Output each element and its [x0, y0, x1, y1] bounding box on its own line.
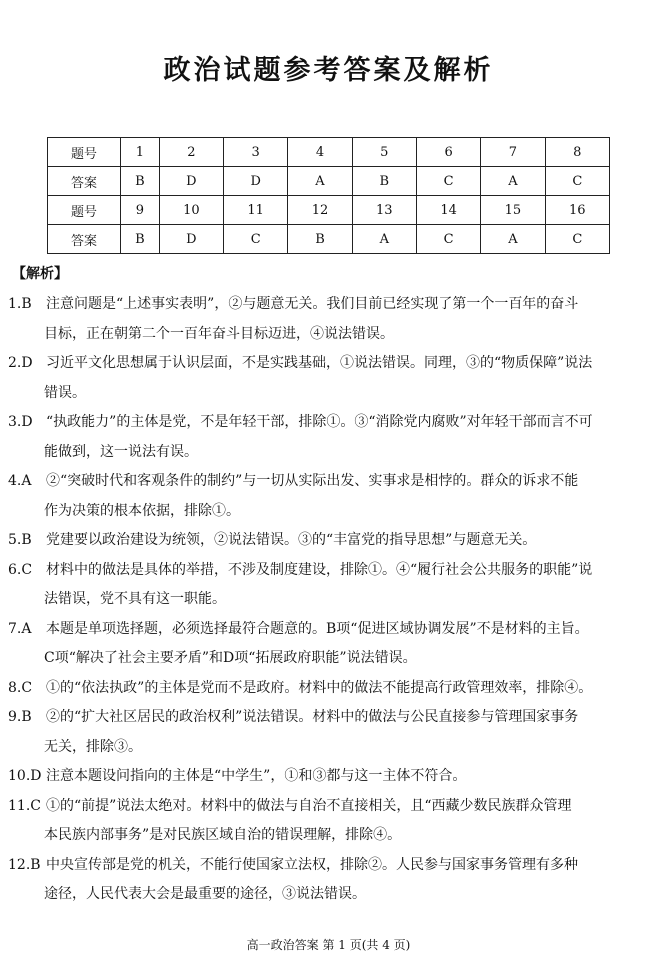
answer-table-row — [48, 167, 610, 196]
explanation-item — [8, 556, 644, 615]
answer-table-cell: B — [352, 167, 416, 196]
item-text-line1: 党建要以政治建设为统领，②说法错误。③的“丰富党的指导思想”与题意无关。 — [46, 532, 537, 548]
item-text-line2: 目标，正在朝第二个一百年奋斗目标迈进，④说法错误。 — [44, 325, 394, 342]
answer-table-cell: B — [121, 167, 160, 196]
answer-table-cell: 3 — [224, 138, 288, 167]
answer-table-cell: 15 — [481, 196, 545, 225]
answer-table-cell: 12 — [288, 196, 352, 225]
answer-table-cell: 8 — [545, 138, 609, 167]
item-text-line1: ②的“扩大社区居民的政治权利”说法错误。材料中的做法与公民直接参与管理国家事务 — [46, 709, 579, 725]
item-number: 5.B — [8, 532, 32, 548]
answer-table — [47, 137, 610, 254]
explanation-item — [8, 349, 644, 408]
item-number: 3.D — [8, 414, 33, 430]
item-text-line2: 错误。 — [44, 384, 86, 401]
explanation-item — [8, 851, 644, 910]
item-text-line1: ①的“前提”说法太绝对。材料中的做法与自治不直接相关，且“西藏少数民族群众管理 — [46, 797, 572, 814]
item-text-line2: 本民族内部事务”是对民族区域自治的错误理解，排除④。 — [44, 827, 402, 843]
explanation-list — [8, 290, 644, 910]
item-number: 8.C — [8, 679, 33, 696]
answer-table-row — [48, 138, 610, 167]
answer-table-header-cell: 题号 — [48, 138, 121, 167]
item-text-line2: 途径，人民代表大会是最重要的途径，③说法错误。 — [44, 886, 366, 902]
item-text-line1: 本题是单项选择题，必须选择最符合题意的。B项“促进区域协调发展”不是材料的主旨。 — [46, 620, 589, 637]
answer-table-cell: C — [416, 225, 480, 254]
item-text-line2: 作为决策的根本依据，排除①。 — [44, 502, 240, 519]
answer-table-cell: 11 — [224, 196, 288, 225]
answer-table-cell: C — [416, 167, 480, 196]
explanation-item — [8, 615, 644, 674]
answer-table-cell: A — [352, 225, 416, 254]
answer-table-cell: A — [481, 225, 545, 254]
answer-table-cell: D — [159, 225, 223, 254]
explanation-item — [8, 467, 644, 526]
item-number: 11.C — [8, 797, 41, 814]
item-number: 4.A — [8, 473, 32, 489]
item-text-line1: 习近平文化思想属于认识层面，不是实践基础，①说法错误。同理，③的“物质保障”说法 — [46, 355, 593, 371]
section-label: 【解析】 — [12, 266, 68, 282]
item-text-line1: 材料中的做法是具体的举措，不涉及制度建设，排除①。④“履行社会公共服务的职能”说 — [46, 561, 593, 578]
item-text-line1: 注意问题是“上述事实表明”，②与题意无关。我们目前已经实现了第一个一百年的奋斗 — [46, 296, 579, 312]
answer-table-cell: C — [545, 167, 609, 196]
answer-table-cell: C — [545, 225, 609, 254]
answer-table-cell: 10 — [159, 196, 223, 225]
explanation-item — [8, 526, 644, 556]
explanation-item — [8, 408, 644, 467]
item-text-line2: 法错误，党不具有这一职能。 — [44, 591, 226, 607]
item-number: 10.D — [8, 768, 42, 784]
item-number: 12.B — [8, 856, 41, 873]
answer-table-cell: 4 — [288, 138, 352, 167]
answer-table-cell: D — [159, 167, 223, 196]
answer-table-cell: D — [224, 167, 288, 196]
answer-table-cell: B — [121, 225, 160, 254]
answer-table-cell: C — [224, 225, 288, 254]
answer-table-cell: 14 — [416, 196, 480, 225]
explanation-item — [8, 290, 644, 349]
answer-table-cell: 7 — [481, 138, 545, 167]
explanation-item — [8, 674, 644, 704]
page-footer: 高一政治答案 第 1 页(共 4 页) — [246, 938, 411, 952]
item-text-line1: 注意本题设问指向的主体是“中学生”，①和③都与这一主体不符合。 — [46, 768, 467, 784]
item-text-line1: “执政能力”的主体是党，不是年轻干部，排除①。③“消除党内腐败”对年轻干部而言不可 — [46, 414, 593, 430]
item-text-line1: 中央宣传部是党的机关，不能行使国家立法权，排除②。人民参与国家事务管理有多种 — [46, 856, 578, 873]
item-text-line1: ①的“依法执政”的主体是党而不是政府。材料中的做法不能提高行政管理效率，排除④。 — [46, 679, 593, 696]
answer-table-cell: 5 — [352, 138, 416, 167]
explanation-item — [8, 792, 644, 851]
answer-table-cell: B — [288, 225, 352, 254]
answer-table-cell: A — [288, 167, 352, 196]
item-number: 1.B — [8, 296, 32, 312]
explanation-item — [8, 762, 644, 792]
answer-table-cell: 16 — [545, 196, 609, 225]
answer-table-cell: A — [481, 167, 545, 196]
answer-table-header-cell: 题号 — [48, 196, 121, 225]
item-text-line2: C项“解决了社会主要矛盾”和D项“拓展政府职能”说法错误。 — [44, 650, 417, 666]
item-number: 7.A — [8, 620, 32, 637]
item-number: 6.C — [8, 561, 33, 578]
answer-table-cell: 13 — [352, 196, 416, 225]
item-number: 2.D — [8, 355, 33, 371]
item-text-line1: ②“突破时代和客观条件的制约”与一切从实际出发、实事求是相悖的。群众的诉求不能 — [46, 473, 579, 489]
answer-table-cell: 2 — [159, 138, 223, 167]
answer-table-cell: 6 — [416, 138, 480, 167]
item-number: 9.B — [8, 709, 32, 725]
answer-table-cell: 9 — [121, 196, 160, 225]
item-text-line2: 无关，排除③。 — [44, 738, 142, 755]
item-text-line2: 能做到，这一说法有误。 — [44, 443, 198, 460]
answer-table-header-cell: 答案 — [48, 167, 121, 196]
answer-table-header-cell: 答案 — [48, 225, 121, 254]
answer-table-cell: 1 — [121, 138, 160, 167]
answer-table-row — [48, 225, 610, 254]
page-title: 政治试题参考答案及解析 — [163, 55, 494, 86]
explanation-item — [8, 703, 644, 762]
answer-table-row — [48, 196, 610, 225]
